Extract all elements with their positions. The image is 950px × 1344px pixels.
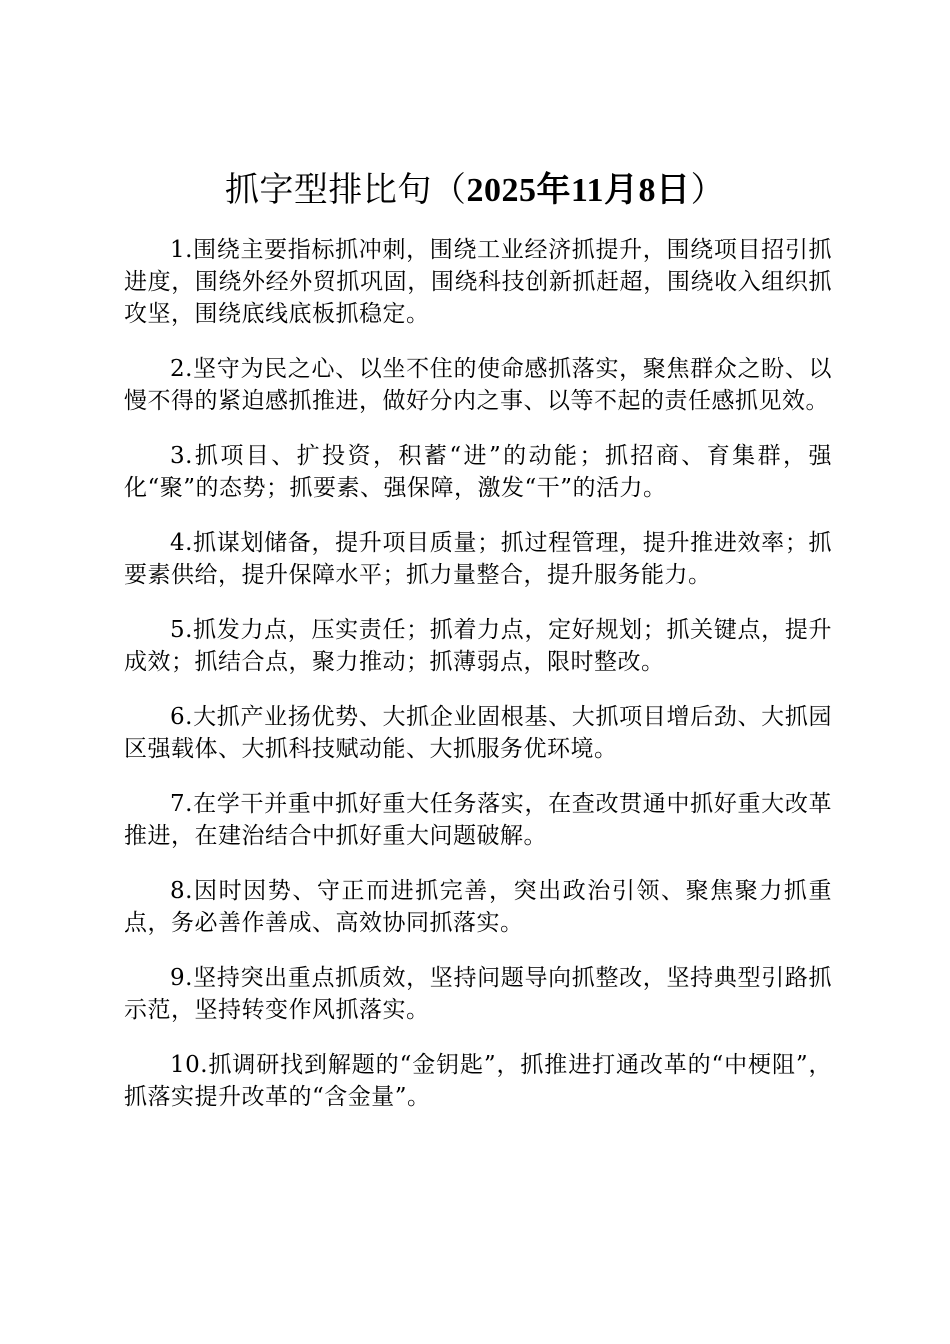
list-item: 4.抓谋划储备，提升项目质量；抓过程管理，提升推进效率；抓要素供给，提升保障水平；抓力量整合，提升服务能力。	[124, 530, 832, 588]
list-item: 7.在学干并重中抓好重大任务落实，在查改贯通中抓好重大改革推进，在建治结合中抓好重大问题破解。	[124, 791, 832, 849]
list-item: 5.抓发力点，压实责任；抓着力点，定好规划；抓关键点，提升成效；抓结合点，聚力推动；抓薄弱点，限时整改。	[124, 617, 832, 675]
title-text: 抓字型排比句（	[224, 170, 467, 210]
list-item: 3.抓项目、扩投资，积蓄“进”的动能；抓招商、育集群，强化“聚”的态势；抓要素、强保障，激发“干”的活力。	[124, 443, 832, 501]
list-item: 1.围绕主要指标抓冲刺，围绕工业经济抓提升，围绕项目招引抓进度，围绕外经外贸抓巩固，围绕科技创新抓赶超，围绕收入组织抓攻坚，围绕底线底板抓稳定。	[124, 237, 832, 327]
list-item: 8.因时因势、守正而进抓完善，突出政治引领、聚焦聚力抓重点，务必善作善成、高效协同抓落实。	[124, 878, 832, 936]
parallelism-list	[124, 234, 832, 1136]
list-item: 2.坚守为民之心、以坐不住的使命感抓落实，聚焦群众之盼、以慢不得的紧迫感抓推进，做好分内之事、以等不起的责任感抓见效。	[124, 356, 832, 414]
list-item: 10.抓调研找到解题的“金钥匙”，抓推进打通改革的“中梗阻”，抓落实提升改革的“含金量”。	[124, 1052, 832, 1110]
list-item: 9.坚持突出重点抓质效，坚持问题导向抓整改，坚持典型引路抓示范，坚持转变作风抓落实。	[124, 965, 832, 1023]
title-closing-paren: ）	[690, 170, 726, 210]
title-date: 2025年11月8日	[466, 172, 691, 209]
list-item: 6.大抓产业扬优势、大抓企业固根基、大抓项目增后劲、大抓园区强载体、大抓科技赋动能、大抓服务优环境。	[124, 704, 832, 762]
document-title	[0, 168, 950, 213]
